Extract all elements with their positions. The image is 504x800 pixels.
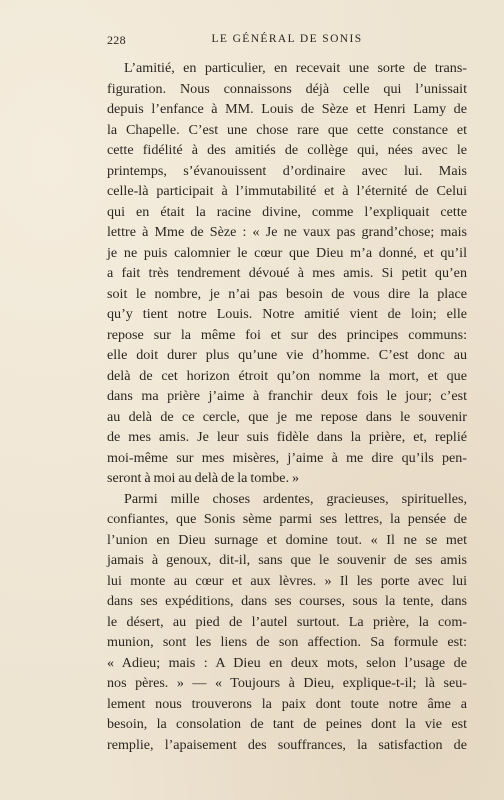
page-number: 228 — [107, 33, 126, 47]
paragraph-1 — [107, 58, 467, 489]
text-line: confiantes, que Sonis sème parmi ses lettres, la pensée de — [107, 511, 467, 527]
text-line: lement nous trouverons la paix dont toute notre âme a — [107, 695, 467, 712]
text-line: cette fidélité à des amitiés de collège qui, nées avec le — [107, 142, 467, 158]
page-header — [107, 33, 467, 51]
text-line: l’union en Dieu surnage et domine tout. « Il ne se met — [107, 531, 467, 548]
text-line: seront à moi au delà de la tombe. » — [107, 470, 300, 486]
text-line: « Adieu; mais : A Dieu en deux mots, selon l’usage de — [107, 654, 467, 671]
running-title: LE GÉNÉRAL DE SONIS — [211, 33, 363, 45]
text-line: Parmi mille choses ardentes, gracieuses, spirituelles, — [124, 490, 467, 507]
text-line: au delà de ce cercle, que je me repose dans le souvenir — [107, 408, 467, 425]
text-line: nos pères. » — « Toujours à Dieu, explique-t-il; là seu- — [107, 675, 467, 691]
text-line: moi-même sur mes misères, j’aime à me dire qu’ils pen- — [107, 449, 467, 466]
text-line: munion, sont les liens de son affection. Sa formule est: — [107, 634, 467, 650]
text-line: dans ses expéditions, dans ses courses, sous la tente, dans — [107, 593, 467, 609]
text-line: elle doit durer plus qu’une vie d’homme. C’est donc au — [107, 347, 467, 363]
text-line: printemps, s’évanouissent d’ordinaire avec lui. Mais — [107, 162, 467, 179]
text-line: celle-là participait à l’immutabilité et à l’éternité de Celui — [107, 183, 467, 199]
text-line: a fait très tendrement dévoué à mes amis. Si petit qu’en — [107, 265, 467, 281]
text-line: qui en était la racine divine, comme l’expliquait cette — [107, 203, 467, 220]
text-line: depuis l’enfance à MM. Louis de Sèze et Henri Lamy de — [107, 101, 467, 117]
text-line: la Chapelle. C’est une chose rare que cette constance et — [107, 121, 467, 138]
text-line: repose sur la même foi et sur des principes communs: — [107, 326, 467, 343]
text-line: le désert, au pied de l’autel surtout. La prière, la com- — [107, 613, 467, 630]
paragraph-2 — [107, 489, 467, 756]
text-line: soit le nombre, je n’ai pas besoin de vous dire la place — [107, 285, 467, 302]
body-text — [107, 58, 467, 755]
text-line: de mes amis. Je leur suis fidèle dans la prière, et, replié — [107, 429, 467, 445]
text-line: delà de cet horizon étroit qu’on nomme la mort, et que — [107, 367, 467, 384]
text-line: L’amitié, en particulier, en recevait une sorte de trans- — [124, 60, 467, 76]
text-line: je ne puis calomnier le cœur que Dieu m’a donné, et qu’il — [107, 244, 467, 261]
text-line: qu’y tient notre Louis. Notre amitié vient de loin; elle — [107, 306, 467, 322]
text-line: besoin, la consolation de tant de peines dont la vie est — [107, 716, 467, 732]
text-line: jamais à genoux, dit-il, sans que le souvenir de ses amis — [107, 552, 467, 568]
text-line: lui monte au cœur et aux lèvres. » Il les porte avec lui — [107, 572, 467, 589]
text-line: figuration. Nous connaissons déjà celle qui l’unissait — [107, 80, 467, 97]
text-line: lettre à Mme de Sèze : « Je ne vaux pas grand’chose; mais — [107, 224, 467, 240]
text-line: remplie, l’apaisement des souffrances, la satisfaction de — [107, 736, 467, 753]
text-line: dans ma prière j’aime à franchir deux fois le jour; c’est — [107, 388, 467, 404]
